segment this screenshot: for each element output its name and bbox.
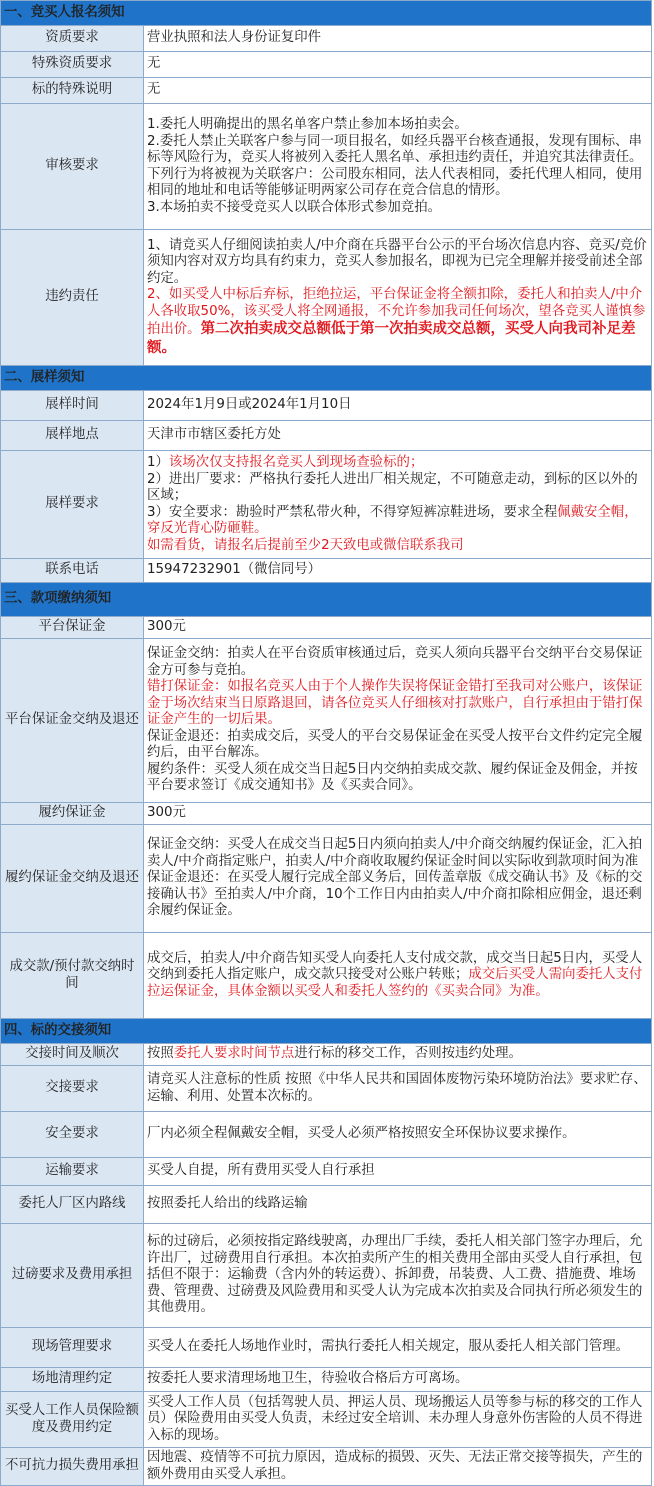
special-qualification-label: 特殊资质要求: [1, 52, 144, 78]
special-note-label: 标的特殊说明: [1, 78, 144, 104]
deal-payment-text: 成交后，拍卖人/中介商告知买受人向委托人支付成交款，成交当日起5日内，买受人交纳到委托人指定账户，成交款只接受对公账户转账；: [147, 950, 643, 983]
sample-req-prefix: 1）: [147, 455, 169, 470]
platform-deposit-value: 300元: [144, 617, 652, 639]
site-management-label: 现场管理要求: [1, 1328, 144, 1368]
weighing-label: 过磅要求及费用承担: [1, 1224, 144, 1328]
section-header-sample: 二、展样须知: [1, 366, 652, 391]
deposit-rule: 保证金交纳：拍卖人在平台资质审核通过后，竞买人须向兵器平台交纳平台交易保证金方可参与竞拍。: [147, 646, 643, 678]
safety-requirement-label: 安全要求: [1, 1112, 144, 1158]
deposit-rule-misdeposit: 错打保证金：如报名竞买人由于个人操作失误将保证金错打至我司对公账户，该保证金于场次结束当日原路退回，请各位竞买人仔细核对打款账户，自行承担由于错打保证金产生的一切后果。: [147, 679, 643, 728]
route-value: 按照委托人给出的线路运输: [144, 1186, 652, 1224]
performance-deposit-value: 300元: [144, 803, 652, 825]
special-note-value: 无: [144, 78, 652, 104]
review-label: 审核要求: [1, 104, 144, 230]
breach-line: 1、请竞买人仔细阅读拍卖人/中介商在兵器平台公示的平台场次信息内容、竞买/竞价须知内容对双方均具有约束力，竞买人参加报名，即视为已完全理解并接受前述全部约定。: [147, 237, 647, 286]
handover-time-value: [144, 1044, 652, 1066]
phone-value: 15947232901（微信同号）: [144, 559, 652, 583]
handover-time-node: 委托人要求时间节点: [173, 1046, 295, 1062]
deposit-rule: 保证金退还：拍卖成交后，买受人的平台交易保证金在买受人按平台文件约定完全履约后，由平台解冻。: [147, 728, 643, 761]
staff-insurance-label: 买受人工作人员保险额度及费用约定: [1, 1392, 144, 1448]
breach-value: [144, 230, 652, 366]
sample-req-contact: 如需看货，请报名后提前至少2天致电或微信联系我司: [147, 537, 464, 553]
safety-requirement-value: 厂内必须全程佩戴安全帽，买受人必须严格按照安全环保协议要求操作。: [144, 1112, 652, 1158]
breach-label: 违约责任: [1, 230, 144, 366]
handover-requirement-label: 交接要求: [1, 1066, 144, 1112]
sample-requirement-label: 展样要求: [1, 451, 144, 559]
review-line: 2.委托人禁止关联客户参与同一项目报名，如经兵器平台核查通报，发现有围标、串标等风险行为，竞买人将被列入委托人黑名单、承担违约责任，并追究其法律责任。下列行为将被视为关联客户：公司股东相同，法人代表相同，委托代理人相同，使用相同的地址和电话等能够证明两家公司存在竞合信息的情形。: [147, 133, 643, 198]
qualification-value: 营业执照和法人身份证复印件: [144, 26, 652, 52]
review-line: 3.本场拍卖不接受竞买人以联合体形式参加竞拍。: [147, 199, 441, 215]
sample-requirement-value: [144, 451, 652, 559]
transport-requirement-value: 买受人自提，所有费用买受人自行承担: [144, 1158, 652, 1186]
force-majeure-label: 不可抗力损失费用承担: [1, 1448, 144, 1486]
transport-requirement-label: 运输要求: [1, 1158, 144, 1186]
sample-req-onsite: 该场次仅支持报名竞买人到现场查验标的；: [168, 455, 424, 470]
handover-time-suffix: 进行标的移交工作，否则按违约处理。: [294, 1046, 522, 1062]
handover-time-prefix: 按照: [147, 1046, 174, 1062]
special-qualification-value: 无: [144, 52, 652, 78]
performance-rule: 保证金交纳：买受人在成交当日起5日内须向拍卖人/中介商交纳履约保证金，汇入拍卖人/中介商指定账户，拍卖人/中介商收取履约保证金时间以实际收到款项时间为准: [147, 837, 643, 869]
deal-payment-label: 成交款/预付款交纳时间: [1, 933, 144, 1019]
sample-req-safety-gear: 佩戴安全帽，穿反光背心防砸鞋。: [147, 504, 638, 536]
sample-place-value: 天津市市辖区委托方处: [144, 421, 652, 451]
deal-payment-value: [144, 933, 652, 1019]
performance-deposit-label: 履约保证金: [1, 803, 144, 825]
deal-payment-deposit-note: 成交后买受人需向委托人支付拉运保证金，具体金额以买受人和委托人签约的《买卖合同》为准。: [147, 967, 643, 999]
sample-time-value: 2024年1月9日或2024年1月10日: [144, 391, 652, 421]
sample-place-label: 展样地点: [1, 421, 144, 451]
force-majeure-value: 因地震、疫情等不可抗力原因，造成标的损毁、灭失、无法正常交接等损失，产生的额外费用由买受人承担。: [144, 1448, 652, 1486]
review-line: 1.委托人明确提出的黑名单客户禁止参加本场拍卖会。: [147, 117, 468, 132]
qualification-label: 资质要求: [1, 26, 144, 52]
handover-requirement-value: 请竞买人注意标的性质 按照《中华人民共和国固体废物污染环境防治法》要求贮存、运输、利用、处置本次标的。: [144, 1066, 652, 1112]
staff-insurance-value: 买受人工作人员（包括驾驶人员、押运人员、现场搬运人员等参与标的移交的工作人员）保险费用由买受人负责，未经过安全培训、未办理人身意外伤害险的人员不得进入标的现场。: [144, 1392, 652, 1448]
weighing-value: 标的过磅后，必须按指定路线驶离，办理出厂手续，委托人相关部门签字办理后，允许出厂，过磅费用自行承担。本次拍卖所产生的相关费用全部由买受人自行承担，包括但不限于：运输费（含内外的转运费）、拆卸费，吊装费、人工费、措施费、堆场费、管理费、过磅费及风险费用和买受人认为完成本次拍卖及合同执行所必须发生的其他费用。: [144, 1224, 652, 1328]
breach-warning: 2、如买受人中标后弃标，拒绝拉运，平台保证金将全额扣除，委托人和拍卖人/中介人各收取50%，该买受人将全网通报，不允许参加我司任何场次，望各竞买人谨慎参拍出价。: [147, 287, 646, 338]
section-header-payment: 三、款项缴纳须知: [1, 583, 652, 617]
deposit-rule: 履约条件：买受人须在成交当日起5日内交纳拍卖成交款、履约保证金及佣金，并按平台要求签订《成交通知书》及《买卖合同》。: [147, 761, 638, 794]
section-header-bidder: 一、竞买人报名须知: [1, 1, 652, 26]
performance-deposit-rules-label: 履约保证金交纳及退还: [1, 825, 144, 933]
review-value: [144, 104, 652, 230]
site-cleanup-value: 按委托人要求清理场地卫生，待验收合格后方可离场。: [144, 1368, 652, 1392]
performance-deposit-rules-value: [144, 825, 652, 933]
phone-label: 联系电话: [1, 559, 144, 583]
section-header-handover: 四、标的交接须知: [1, 1019, 652, 1044]
sample-req-entry: 2）进出厂要求：严格执行委托人进出厂相关规定，不可随意走动，到标的区以外的区域；: [147, 471, 638, 503]
site-management-value: 买受人在委托人场地作业时，需执行委托人相关规定，服从委托人相关部门管理。: [144, 1328, 652, 1368]
site-cleanup-label: 场地清理约定: [1, 1368, 144, 1392]
sample-time-label: 展样时间: [1, 391, 144, 421]
platform-deposit-label: 平台保证金: [1, 617, 144, 639]
route-label: 委托人厂区内路线: [1, 1186, 144, 1224]
sample-req-safety: 3）安全要求：勘验时严禁私带火种，不得穿短裤凉鞋进场，要求全程: [147, 504, 558, 520]
platform-deposit-rules-label: 平台保证金交纳及退还: [1, 639, 144, 803]
platform-deposit-rules-value: [144, 639, 652, 803]
performance-rule: 保证金退还：在买受人履行完成全部义务后，回传盖章版《成交确认书》及《标的交接确认书》至拍卖人/中介商，10个工作日内由拍卖人/中介商扣除相应佣金，退还剩余履约保证金。: [147, 870, 643, 919]
breach-shortfall-notice: 第二次拍卖成交总额低于第一次拍卖成交总额，买受人向我司补足差额。: [147, 320, 636, 356]
handover-time-label: 交接时间及顺次: [1, 1044, 144, 1066]
